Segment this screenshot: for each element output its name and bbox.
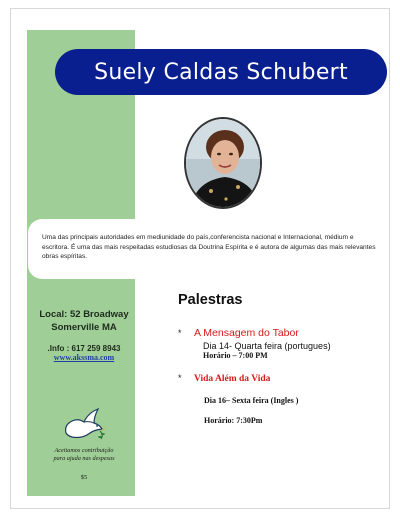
bullet-icon: * [178, 373, 182, 383]
section-heading: Palestras [178, 292, 243, 308]
dove-icon [60, 403, 106, 445]
bullet-icon: * [178, 328, 182, 338]
lecture-time: Horário – 7:00 PM [203, 351, 268, 360]
portrait-image [186, 119, 262, 209]
intro-text: Uma das principais autoridades em mediunidade do país,conferencista nacional e Internacional, médium e escritora. É uma das mais respeitadas estudiosas da Doutrina Espírita e é autora de algumas das mais relevantes obras espíritas. [42, 234, 376, 261]
lecture-item [178, 323, 388, 360]
location-line-1: Local: 52 Broadway [39, 309, 129, 320]
title-text: Suely Caldas Schubert [94, 59, 348, 85]
lecture-title: A Mensagem do Tabor [193, 327, 299, 339]
portrait-photo [184, 117, 262, 209]
page-title [55, 49, 387, 95]
lecture-day: Dia 14- Quarta feira (portugues) [203, 341, 331, 351]
location-line-2: Somerville MA [51, 322, 117, 333]
lecture-time: Horário: 7:30Pm [204, 416, 263, 425]
donation-line-1: Aceitamos contribuição [54, 447, 114, 454]
donation-note [34, 447, 134, 463]
donation-line-2: para ajuda nas despesas [53, 455, 115, 462]
lecture-title: Vida Além da Vida [193, 374, 271, 384]
lecture-item [178, 368, 388, 425]
phone-number: .Info : 617 259 8943 [47, 344, 121, 353]
contact-info [34, 308, 134, 362]
lecture-day: Dia 16– Sexta feira (Ingles ) [204, 396, 299, 405]
price: $5 [80, 474, 88, 481]
website-link[interactable]: www.akssma.com [53, 353, 115, 362]
